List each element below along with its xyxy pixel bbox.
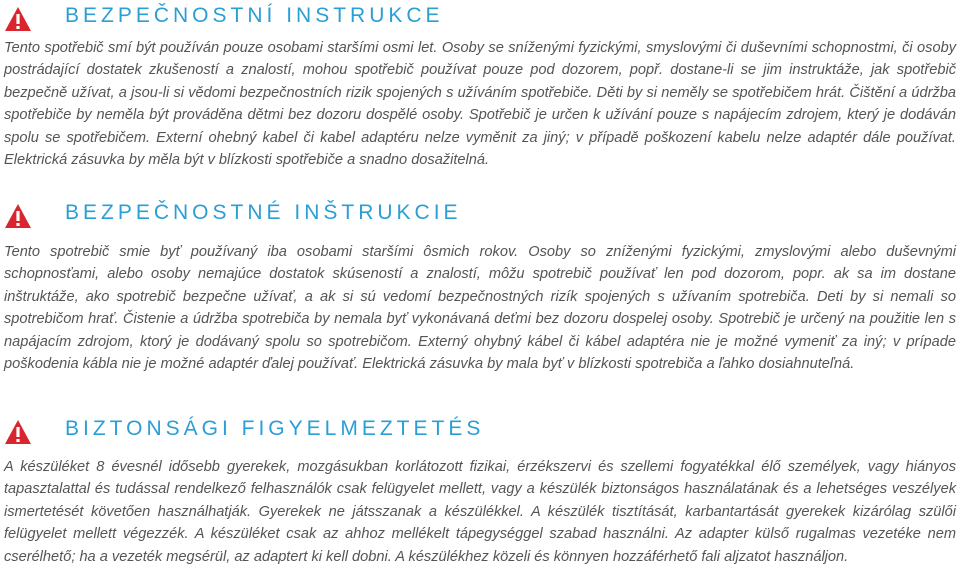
section-slovak bbox=[0, 197, 960, 373]
section-text: Tento spotrebič smie byť používaný iba osobami staršími ôsmich rokov. Osoby so zníženými fyzickými, zmyslovými alebo duševnými schopnosťami, alebo osoby nemajúce dostatok skúseností a znalostí, môžu spotrebič používať len pod dozorom, popr. ak sa im dostane inštruktáže, ako spotrebič bezpečne užívať, a ak si sú vedomí bezpečnostných rizík spojených s užívaním spotrebiča. Deti by si nemali so spotrebičom hrať. Čistenie a údržba spotrebiča by nemala byť vykonávaná deťmi bez dozoru dospelej osoby. Spotrebič je určený na použitie len s napájacím zdrojom, ktorý je dodávaný spolu so spotrebičom. Externý ohybný kábel či kábel adaptéra nie je možné vymeniť za iný; v prípade poškodenia kábla nie je možné adaptér ďalej používať. Elektrická zásuvka by mala byť v blízkosti spotrebiča a ľahko dosiahnuteľná. bbox=[4, 244, 956, 373]
section-title: BIZTONSÁGI FIGYELMEZTETÉS bbox=[65, 417, 485, 440]
section-header bbox=[0, 0, 960, 34]
warning-icon bbox=[4, 203, 32, 229]
section-title: BEZPEČNOSTNÍ INSTRUKCE bbox=[65, 4, 444, 27]
section-hungarian bbox=[0, 413, 960, 565]
section-czech bbox=[0, 0, 960, 169]
section-header bbox=[0, 197, 960, 231]
section-text: Tento spotřebič smí být používán pouze osobami staršími osmi let. Osoby se sníženými fyzickými, smyslovými či duševními schopnostmi, či osoby postrádající dostatek zkušeností a znalostí, mohou spotřebič používat pouze pod dozorem, popř. dostane-li se jim instruktáže, jak spotřebič bezpečně užívat, a jsou-li si vědomi bezpečnostních rizik spojených s užíváním spotřebiče. Děti by si neměly se spotřebičem hrát. Čištění a údržba spotřebiče by neměla být prováděna dětmi bez dozoru dospělé osoby. Spotřebič je určen k užívání pouze s napájecím zdrojem, který je dodáván spolu se spotřebičem. Externí ohebný kabel či kabel adaptéru nelze vyměnit za jiný; v případě poškození kabelu nelze adaptér dále používat. Elektrická zásuvka by měla být v blízkosti spotřebiče a snadno dosažitelná. bbox=[4, 40, 956, 169]
warning-icon bbox=[4, 419, 32, 445]
section-text: A készüléket 8 évesnél idősebb gyerekek, mozgásukban korlátozott fizikai, érzékszervi és szellemi fogyatékkal élő személyek, vagy hiányos tapasztalattal és tudással rendelkező felhasználók csak felügyelet mellett, vagy a készülék biztonságos használatának és a lehetséges veszélyek ismertetését követően használhatják. Gyerekek ne játsszanak a készülékkel. A készülék tisztítását, karbantartását gyerekek kizárólag szülői felügyelet mellett végezzék. A készüléket csak az ahhoz mellékelt tápegységgel szabad használni. Az adapter külső rugalmas vezetéke nem cserélhető; ha a vezeték megsérül, az adaptert ki kell dobni. A készülékhez közeli és könnyen hozzáférhető fali aljzatot használjon. bbox=[4, 459, 956, 565]
section-title: BEZPEČNOSTNÉ INŠTRUKCIE bbox=[65, 201, 462, 224]
warning-icon bbox=[4, 6, 32, 32]
section-header bbox=[0, 413, 960, 447]
